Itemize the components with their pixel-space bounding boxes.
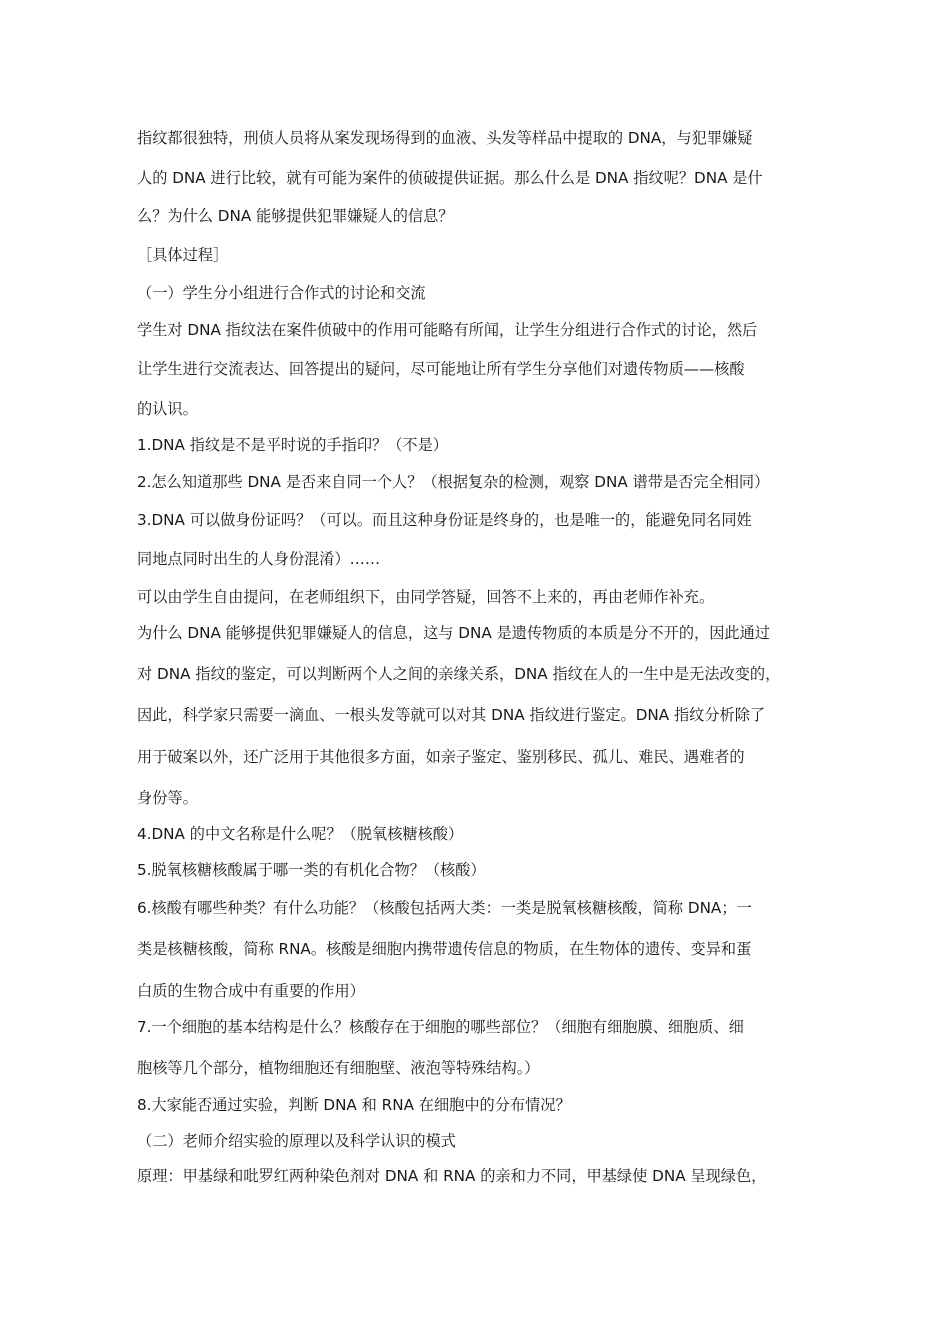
text-line: 人的 DNA 进行比较，就有可能为案件的侦破提供证据。那么什么是 DNA 指纹呢？DNA 是什 — [137, 169, 763, 187]
section-heading: （一）学生分小组进行合作式的讨论和交流 — [137, 284, 426, 302]
text-line: 的认识。 — [137, 400, 198, 418]
text-line: 同地点同时出生的人身份混淆）…… — [137, 550, 380, 568]
text-line: 可以由学生自由提问，在老师组织下，由同学答疑，回答不上来的，再由老师作补充。 — [137, 588, 715, 606]
question-line: 2.怎么知道那些 DNA 是否来自同一个人？（根据复杂的检测，观察 DNA 谱带是否完全相同） — [137, 473, 770, 491]
text-line: 原理：甲基绿和吡罗红两种染色剂对 DNA 和 RNA 的亲和力不同，甲基绿使 DNA 呈现绿色， — [137, 1167, 767, 1185]
text-line: 学生对 DNA 指纹法在案件侦破中的作用可能略有所闻，让学生分组进行合作式的讨论，然后 — [137, 321, 758, 339]
question-line: 4.DNA 的中文名称是什么呢？（脱氧核糖核酸） — [137, 825, 464, 843]
section-label: ［具体过程］ — [137, 246, 229, 264]
text-line: 么？为什么 DNA 能够提供犯罪嫌疑人的信息？ — [137, 207, 454, 225]
question-line: 3.DNA 可以做身份证吗？（可以。而且这种身份证是终身的，也是唯一的，能避免同名同姓 — [137, 511, 752, 529]
text-line: 指纹都很独特，刑侦人员将从案发现场得到的血液、头发等样品中提取的 DNA，与犯罪嫌疑 — [137, 129, 753, 147]
text-line: 身份等。 — [137, 789, 198, 807]
text-line: 让学生进行交流表达、回答提出的疑问，尽可能地让所有学生分享他们对遗传物质——核酸 — [137, 360, 745, 378]
text-line: 用于破案以外，还广泛用于其他很多方面，如亲子鉴定、鉴别移民、孤儿、难民、遇难者的 — [137, 748, 745, 766]
text-line: 对 DNA 指纹的鉴定，可以判断两个人之间的亲缘关系，DNA 指纹在人的一生中是无法改变的， — [137, 665, 781, 683]
question-line: 8.大家能否通过实验，判断 DNA 和 RNA 在细胞中的分布情况？ — [137, 1096, 571, 1114]
text-line: 为什么 DNA 能够提供犯罪嫌疑人的信息，这与 DNA 是遗传物质的本质是分不开的，因此通过 — [137, 624, 770, 642]
question-line: 6.核酸有哪些种类？有什么功能？（核酸包括两大类：一类是脱氧核糖核酸，简称 DNA；一 — [137, 899, 752, 917]
text-line: 因此，科学家只需要一滴血、一根头发等就可以对其 DNA 指纹进行鉴定。DNA 指纹分析除了 — [137, 706, 766, 724]
text-line: 类是核糖核酸，简称 RNA。核酸是细胞内携带遗传信息的物质，在生物体的遗传、变异和蛋 — [137, 940, 752, 958]
question-line: 1.DNA 指纹是不是平时说的手指印？（不是） — [137, 436, 448, 454]
question-line: 5.脱氧核糖核酸属于哪一类的有机化合物？（核酸） — [137, 861, 486, 879]
question-line: 7.一个细胞的基本结构是什么？核酸存在于细胞的哪些部位？（细胞有细胞膜、细胞质、细 — [137, 1018, 744, 1036]
text-line: 白质的生物合成中有重要的作用） — [137, 982, 365, 1000]
text-line: 胞核等几个部分，植物细胞还有细胞壁、液泡等特殊结构。） — [137, 1059, 540, 1077]
section-heading: （二）老师介绍实验的原理以及科学认识的模式 — [137, 1132, 456, 1150]
